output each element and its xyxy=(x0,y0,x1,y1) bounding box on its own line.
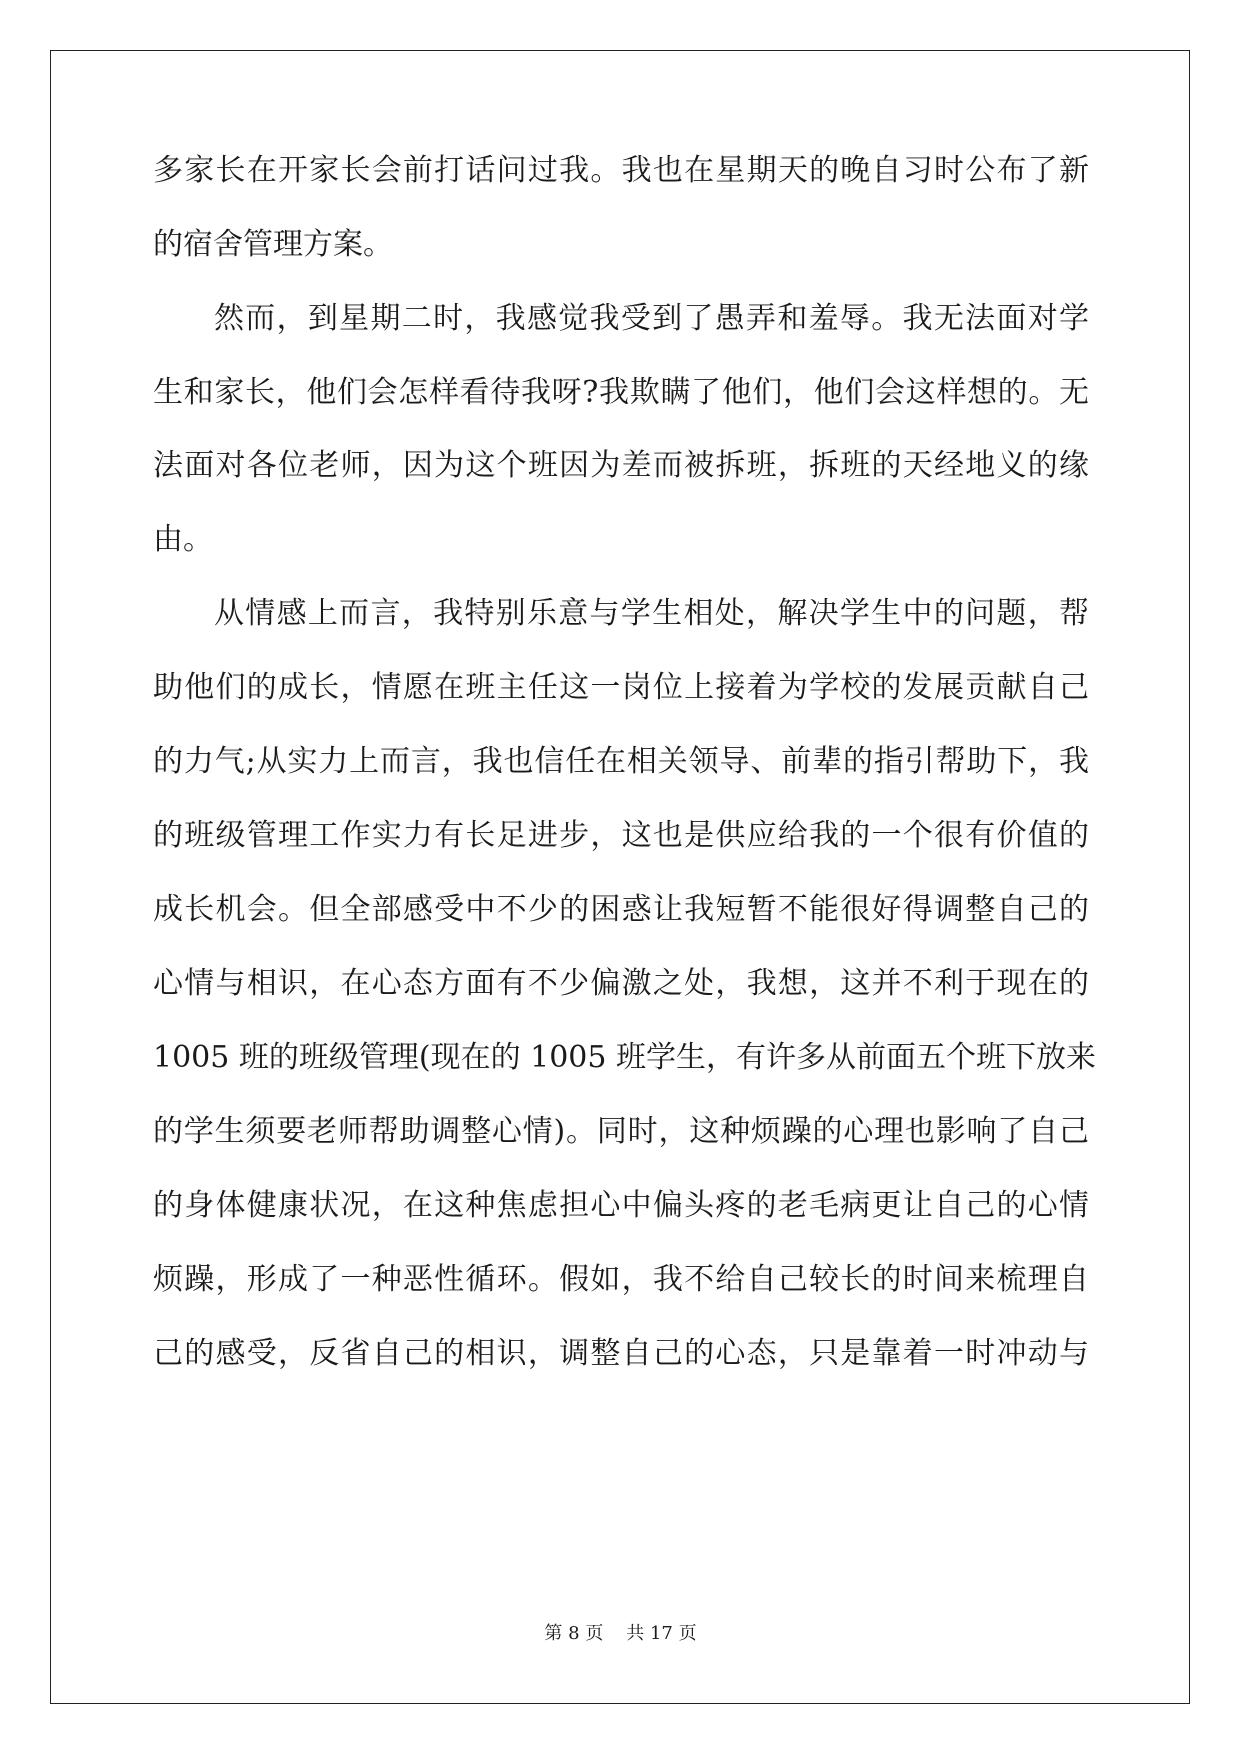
text-line: 多家长在开家长会前打话问过我。我也在星期天的晚自习时公布了新 xyxy=(153,153,1089,188)
text-line: 助他们的成长，情愿在班主任这一岗位上接着为学校的发展贡献自己 xyxy=(153,670,1089,705)
text-line: 法面对各位老师，因为这个班因为差而被拆班，拆班的天经地义的缘 xyxy=(153,448,1089,483)
text-line: 生和家长，他们会怎样看待我呀?我欺瞒了他们，他们会这样想的。无 xyxy=(153,375,1089,410)
text-line: 的班级管理工作实力有长足进步，这也是供应给我的一个很有价值的 xyxy=(153,818,1089,853)
text-line: 的身体健康状况，在这种焦虑担心中偏头疼的老毛病更让自己的心情 xyxy=(153,1188,1089,1223)
text-line: 己的感受，反省自己的相识，调整自己的心态，只是靠着一时冲动与 xyxy=(153,1336,1089,1371)
text-line: 的宿舍管理方案。 xyxy=(153,227,393,262)
text-line: 从情感上而言，我特别乐意与学生相处，解决学生中的问题，帮 xyxy=(214,596,1089,631)
text-line: 烦躁，形成了一种恶性循环。假如，我不给自己较长的时间来梳理自 xyxy=(153,1262,1089,1297)
page-total: 共 17 页 xyxy=(626,1623,697,1644)
text-line: 心情与相识，在心态方面有不少偏激之处，我想，这并不利于现在的 xyxy=(153,966,1089,1001)
text-line: 成长机会。但全部感受中不少的困惑让我短暂不能很好得调整自己的 xyxy=(153,892,1089,927)
text-line: 的力气;从实力上而言，我也信任在相关领导、前辈的指引帮助下，我 xyxy=(153,744,1089,779)
page-number: 第 8 页 xyxy=(544,1623,604,1644)
text-line: 由。 xyxy=(153,522,213,557)
text-line: 1005 班的班级管理(现在的 1005 班学生，有许多从前面五个班下放来 xyxy=(153,1040,1097,1075)
page-footer xyxy=(0,1622,1241,1646)
text-line: 的学生须要老师帮助调整心情)。同时，这种烦躁的心理也影响了自己 xyxy=(153,1114,1089,1149)
text-line: 然而，到星期二时，我感觉我受到了愚弄和羞辱。我无法面对学 xyxy=(214,301,1089,336)
